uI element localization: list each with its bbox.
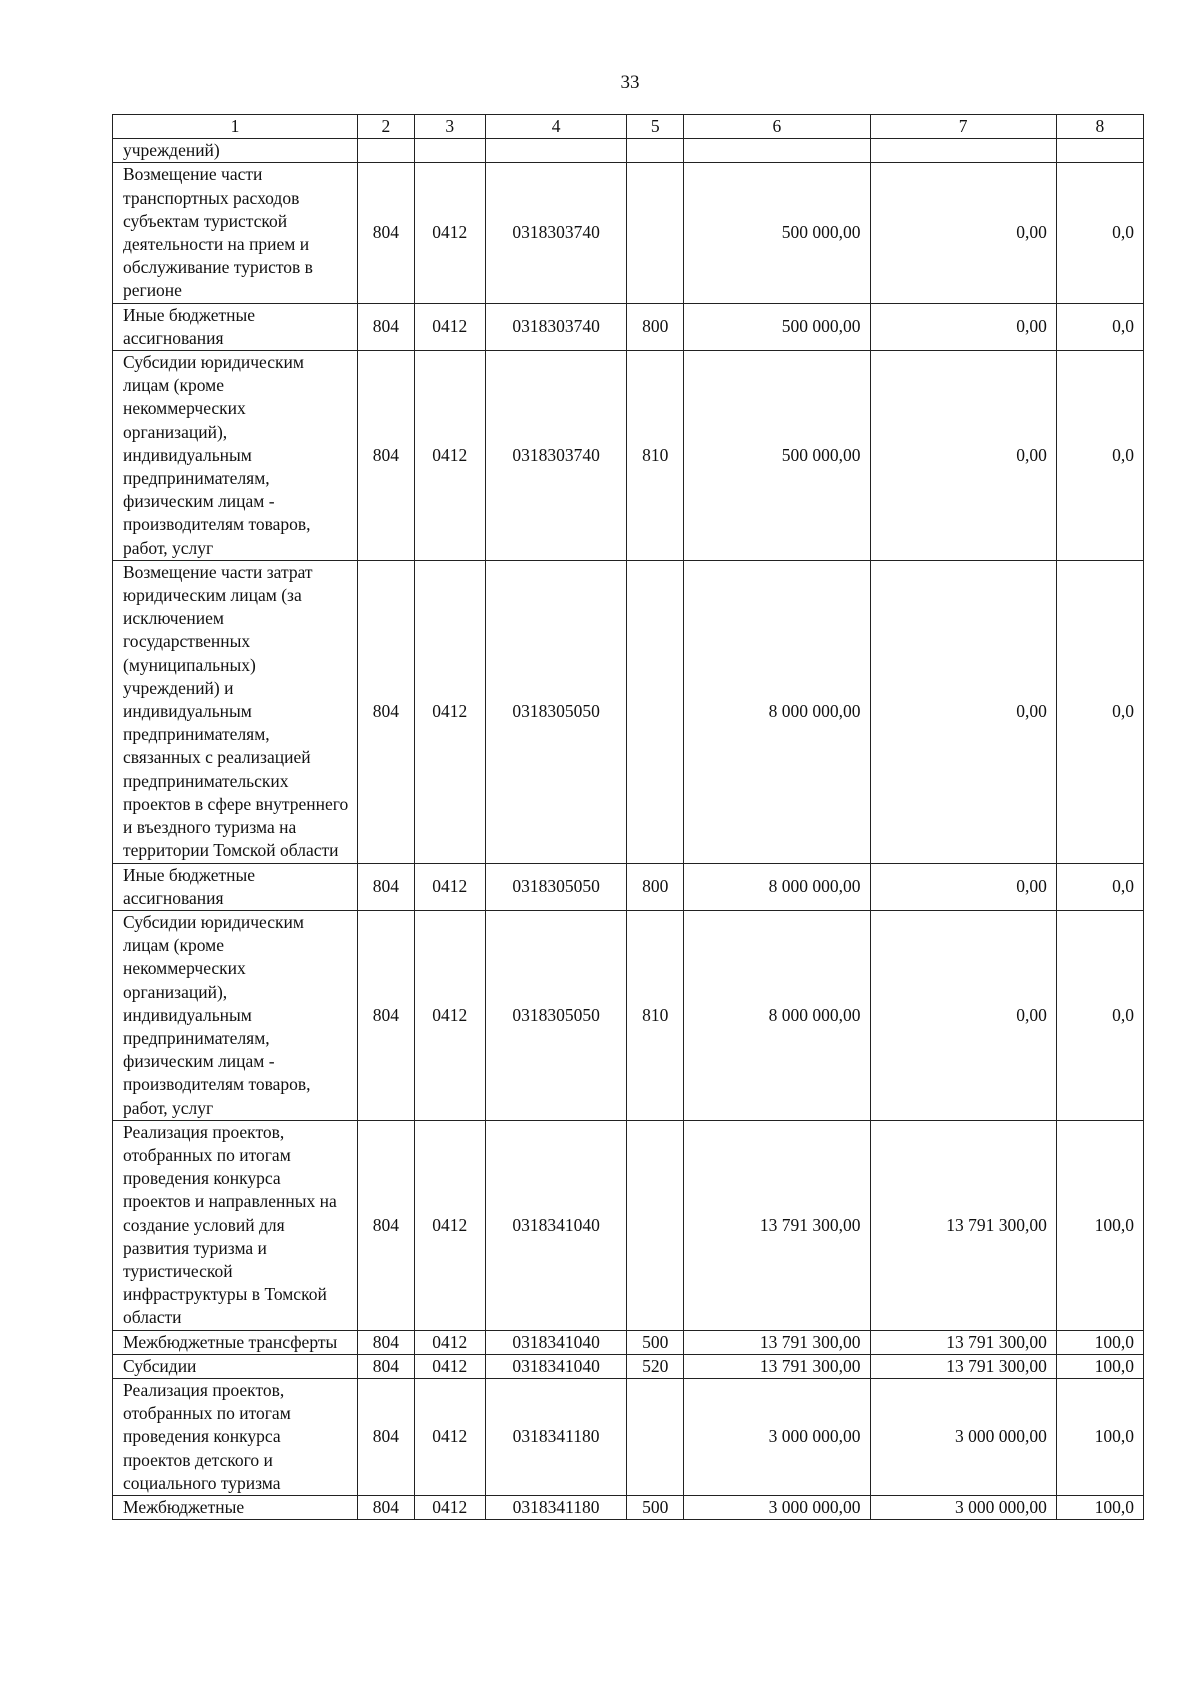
table-row	[113, 910, 1144, 1120]
budget-table	[112, 114, 1144, 1520]
expense-type-code: 800	[627, 863, 684, 910]
expense-name: Иные бюджетные ассигнования	[113, 863, 358, 910]
target-code: 0318341180	[485, 1378, 627, 1495]
plan-amount: 500 000,00	[684, 163, 870, 303]
expense-name: Субсидии	[113, 1354, 358, 1378]
plan-amount	[684, 139, 870, 163]
expense-type-code	[627, 1378, 684, 1495]
header-cell: 3	[414, 115, 485, 139]
header-cell: 7	[870, 115, 1056, 139]
expense-name: Иные бюджетные ассигнования	[113, 303, 358, 350]
grbs-code: 804	[358, 910, 415, 1120]
grbs-code: 804	[358, 303, 415, 350]
target-code: 0318303740	[485, 163, 627, 303]
actual-amount: 3 000 000,00	[870, 1495, 1056, 1519]
expense-type-code	[627, 1120, 684, 1330]
expense-type-code: 500	[627, 1495, 684, 1519]
header-cell: 4	[485, 115, 627, 139]
grbs-code	[358, 139, 415, 163]
target-code: 0318341180	[485, 1495, 627, 1519]
table-row	[113, 163, 1144, 303]
plan-amount: 8 000 000,00	[684, 863, 870, 910]
expense-type-code: 810	[627, 351, 684, 561]
section-code: 0412	[414, 163, 485, 303]
expense-name: Межбюджетные трансферты	[113, 1330, 358, 1354]
actual-amount: 0,00	[870, 351, 1056, 561]
grbs-code: 804	[358, 1330, 415, 1354]
target-code: 0318305050	[485, 560, 627, 863]
table-row	[113, 1354, 1144, 1378]
header-cell: 2	[358, 115, 415, 139]
target-code	[485, 139, 627, 163]
header-cell: 5	[627, 115, 684, 139]
section-code: 0412	[414, 1354, 485, 1378]
actual-amount: 13 791 300,00	[870, 1354, 1056, 1378]
plan-amount: 500 000,00	[684, 303, 870, 350]
plan-amount: 13 791 300,00	[684, 1120, 870, 1330]
grbs-code: 804	[358, 863, 415, 910]
execution-percent: 100,0	[1056, 1330, 1143, 1354]
plan-amount: 3 000 000,00	[684, 1378, 870, 1495]
expense-name: Реализация проектов, отобранных по итогам проведения конкурса проектов детского и социального туризма	[113, 1378, 358, 1495]
actual-amount: 3 000 000,00	[870, 1378, 1056, 1495]
plan-amount: 8 000 000,00	[684, 910, 870, 1120]
execution-percent: 0,0	[1056, 910, 1143, 1120]
header-cell: 8	[1056, 115, 1143, 139]
expense-name: Межбюджетные	[113, 1495, 358, 1519]
expense-name: Возмещение части транспортных расходов субъектам туристской деятельности на прием и обслуживание туристов в регионе	[113, 163, 358, 303]
table-row	[113, 863, 1144, 910]
target-code: 0318305050	[485, 910, 627, 1120]
execution-percent: 0,0	[1056, 863, 1143, 910]
section-code: 0412	[414, 560, 485, 863]
header-cell: 6	[684, 115, 870, 139]
table-row	[113, 1495, 1144, 1519]
section-code: 0412	[414, 1330, 485, 1354]
header-cell: 1	[113, 115, 358, 139]
target-code: 0318305050	[485, 863, 627, 910]
table-row	[113, 303, 1144, 350]
section-code: 0412	[414, 1378, 485, 1495]
expense-type-code: 800	[627, 303, 684, 350]
actual-amount: 0,00	[870, 303, 1056, 350]
table-row	[113, 139, 1144, 163]
plan-amount: 500 000,00	[684, 351, 870, 561]
actual-amount: 0,00	[870, 863, 1056, 910]
expense-name: Субсидии юридическим лицам (кроме некоммерческих организаций), индивидуальным предпринимателям, физическим лицам - производителям товаров, работ, услуг	[113, 910, 358, 1120]
expense-name: Возмещение части затрат юридическим лицам (за исключением государственных (муниципальных) учреждений) и индивидуальным предпринимателям, связанных с реализацией предпринимательских проектов в сфере внутреннего и въездного туризма на территории Томской области	[113, 560, 358, 863]
actual-amount	[870, 139, 1056, 163]
table-row	[113, 351, 1144, 561]
section-code: 0412	[414, 910, 485, 1120]
execution-percent: 100,0	[1056, 1495, 1143, 1519]
actual-amount: 13 791 300,00	[870, 1120, 1056, 1330]
table-row	[113, 560, 1144, 863]
plan-amount: 8 000 000,00	[684, 560, 870, 863]
execution-percent: 100,0	[1056, 1378, 1143, 1495]
execution-percent: 100,0	[1056, 1354, 1143, 1378]
execution-percent	[1056, 139, 1143, 163]
grbs-code: 804	[358, 560, 415, 863]
table-header-row	[113, 115, 1144, 139]
expense-type-code	[627, 163, 684, 303]
table-row	[113, 1378, 1144, 1495]
execution-percent: 0,0	[1056, 351, 1143, 561]
expense-type-code: 520	[627, 1354, 684, 1378]
section-code: 0412	[414, 351, 485, 561]
grbs-code: 804	[358, 163, 415, 303]
expense-name: Реализация проектов, отобранных по итогам проведения конкурса проектов и направленных на создание условий для развития туризма и туристической инфраструктуры в Томской области	[113, 1120, 358, 1330]
execution-percent: 0,0	[1056, 163, 1143, 303]
actual-amount: 0,00	[870, 163, 1056, 303]
grbs-code: 804	[358, 1378, 415, 1495]
target-code: 0318341040	[485, 1120, 627, 1330]
expense-name: Субсидии юридическим лицам (кроме некоммерческих организаций), индивидуальным предпринимателям, физическим лицам - производителям товаров, работ, услуг	[113, 351, 358, 561]
section-code: 0412	[414, 1495, 485, 1519]
plan-amount: 13 791 300,00	[684, 1330, 870, 1354]
table-row	[113, 1120, 1144, 1330]
expense-type-code	[627, 139, 684, 163]
grbs-code: 804	[358, 351, 415, 561]
actual-amount: 0,00	[870, 910, 1056, 1120]
grbs-code: 804	[358, 1120, 415, 1330]
target-code: 0318303740	[485, 351, 627, 561]
section-code: 0412	[414, 863, 485, 910]
page-number: 33	[620, 72, 640, 93]
grbs-code: 804	[358, 1495, 415, 1519]
target-code: 0318341040	[485, 1330, 627, 1354]
target-code: 0318341040	[485, 1354, 627, 1378]
plan-amount: 13 791 300,00	[684, 1354, 870, 1378]
execution-percent: 100,0	[1056, 1120, 1143, 1330]
actual-amount: 13 791 300,00	[870, 1330, 1056, 1354]
section-code	[414, 139, 485, 163]
execution-percent: 0,0	[1056, 560, 1143, 863]
target-code: 0318303740	[485, 303, 627, 350]
expense-type-code	[627, 560, 684, 863]
section-code: 0412	[414, 303, 485, 350]
section-code: 0412	[414, 1120, 485, 1330]
actual-amount: 0,00	[870, 560, 1056, 863]
plan-amount: 3 000 000,00	[684, 1495, 870, 1519]
execution-percent: 0,0	[1056, 303, 1143, 350]
grbs-code: 804	[358, 1354, 415, 1378]
expense-name: учреждений)	[113, 139, 358, 163]
table-row	[113, 1330, 1144, 1354]
expense-type-code: 810	[627, 910, 684, 1120]
expense-type-code: 500	[627, 1330, 684, 1354]
